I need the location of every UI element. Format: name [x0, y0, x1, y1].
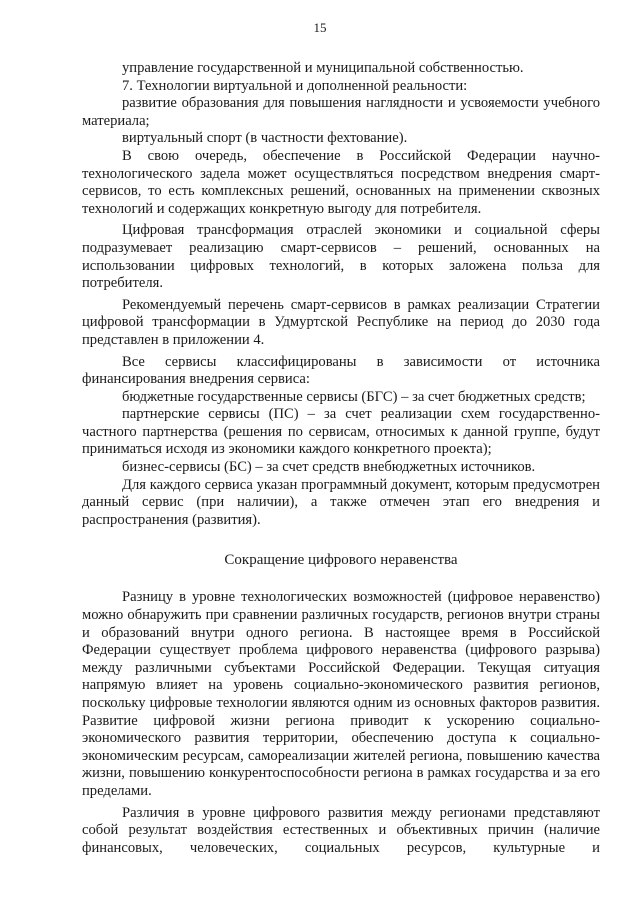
paragraph: Рекомендуемый перечень смарт-сервисов в рамках реализации Стратегии цифровой трансформации в Удмуртской Республике на период до 2030 года представлен в приложении 4. — [82, 296, 600, 348]
list-item: развитие образования для повышения наглядности и усвояемости учебного материала; — [82, 95, 600, 129]
document-body — [82, 60, 600, 857]
paragraph: В свою очередь, обеспечение в Российской Федерации научно-технологического задела может осуществляться посредством внедрения смарт-сервисов, то есть комплексных решений, основанных на применении сквозных технологий и содержащих конкретную выгоду для потребителя. — [82, 147, 600, 217]
paragraph: Для каждого сервиса указан программный документ, которым предусмотрен данный сервис (при наличии), а также отмечен этап его внедрения и распространения (развития). — [82, 476, 600, 528]
paragraph: Разницу в уровне технологических возможностей (цифровое неравенство) можно обнаружить при сравнении различных государств, регионов внутри страны и образований внутри одного региона. В настоящее время в Российской Федерации существует проблема цифрового неравенства (цифрового разрыва) между различными субъектами Российской Федерации. Текущая ситуация напрямую влияет на уровень социально-экономического развития регионов, поскольку цифровые технологии являются одним из основных факторов развития. Развитие цифровой жизни региона приводит к ускорению социально-экономического развития территории, обеспечению доступа к социально-экономическим ресурсам, самореализации жителей региона, повышению качества жизни, повышению конкурентоспособности региона в рамках государства и за его пределами. — [82, 589, 600, 799]
list-item: партнерские сервисы (ПС) – за счет реализации схем государственно-частного партнерства (решения по сервисам, относимых к данной группе, будут приниматься исходя из экономики каждого конкретного проекта); — [82, 406, 600, 458]
paragraph: Все сервисы классифицированы в зависимости от источника финансирования внедрения сервиса: — [82, 353, 600, 388]
paragraph: Цифровая трансформация отраслей экономики и социальной сферы подразумевает реализацию смарт-сервисов – решений, основанных на использовании цифровых технологий, в которых заложена польза для потребителя. — [82, 222, 600, 292]
paragraph: управление государственной и муниципальной собственностью. — [122, 60, 524, 76]
page-number: 15 — [313, 20, 327, 35]
section-heading: Сокращение цифрового неравенства — [224, 552, 458, 569]
paragraph: Различия в уровне цифрового развития между регионами представляют собой результат воздействия естественных и объективных причин (наличие финансовых, человеческих, социальных ресурсов, культурные и — [82, 804, 600, 856]
list-item: бизнес-сервисы (БС) – за счет средств внебюджетных источников. — [122, 459, 536, 476]
list-item: бюджетные государственные сервисы (БГС) – за счет бюджетных средств; — [122, 388, 586, 405]
list-heading: 7. Технологии виртуальной и дополненной реальности: — [122, 77, 468, 94]
list-item: виртуальный спорт (в частности фехтование). — [122, 130, 408, 147]
